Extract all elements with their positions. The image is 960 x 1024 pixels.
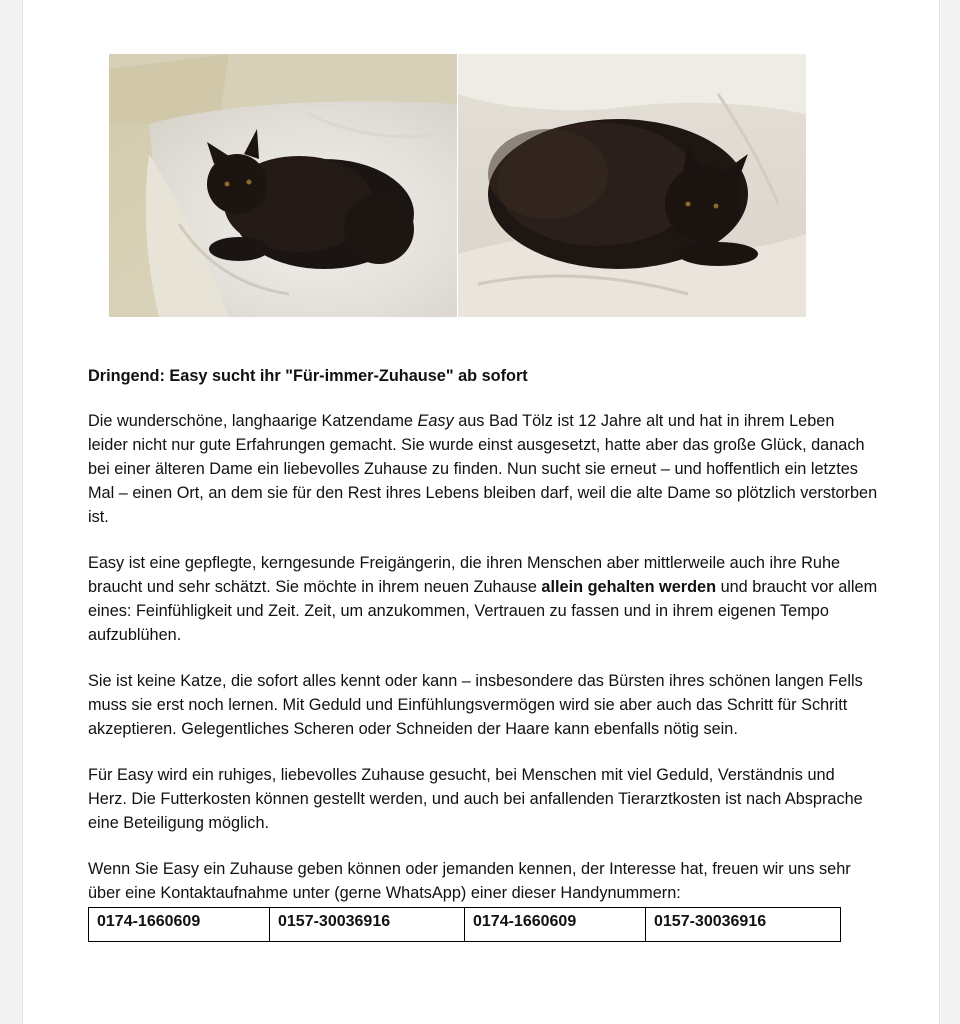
phone-row <box>89 908 841 942</box>
phone-table <box>88 907 841 942</box>
highlight-alone: allein gehalten werden <box>541 578 717 596</box>
cat-photo-left <box>109 54 457 317</box>
paragraph-home: Für Easy wird ein ruhiges, liebevolles Zuhause gesucht, bei Menschen mit viel Geduld, Verständnis und Herz. Die Futterkosten können gestellt werden, und auch bei anfallenden Tierarztkosten ist nach Absprache eine Beteiligung möglich. <box>88 766 863 832</box>
character-text-a: Easy ist eine gepflegte, kerngesunde Freigängerin, die ihren Menschen aber mittlerweile auch ihre Ruhe braucht und sehr schätzt. Sie möchte in ihrem neuen Zuhause <box>88 554 841 596</box>
intro-text-b: aus Bad Tölz ist 12 Jahre alt und hat in ihrem Leben leider nicht nur gute Erfahrungen gemacht. Sie wurde einst ausgesetzt, hatte aber das große Glück, danach bei einer älteren Dame ein liebevolles Zuhause zu finden. Nun sucht sie erneut – und hoffentlich ein letztes Mal – einen Ort, an dem sie für den Rest ihres Lebens bleiben darf, weil die alte Dame so plötzlich verstorben ist. <box>88 412 878 526</box>
paragraph-intro <box>88 409 878 529</box>
cat-name: Easy <box>417 412 454 430</box>
phone-number[interactable]: 0174-1660609 <box>89 908 270 942</box>
page-title: Dringend: Easy sucht ihr "Für-immer-Zuhause" ab sofort <box>88 367 528 385</box>
paragraph-character <box>88 551 878 647</box>
cat-photo-right <box>458 54 806 317</box>
intro-text-a: Die wunderschöne, langhaarige Katzendame <box>88 412 418 430</box>
paragraph-grooming: Sie ist keine Katze, die sofort alles kennt oder kann – insbesondere das Bürsten ihres schönen langen Fells muss sie erst noch lernen. Mit Geduld und Einfühlungsvermögen wird sie aber auch das Schritt für Schritt akzeptieren. Gelegentliches Scheren oder Schneiden der Haare kann ebenfalls nötig sein. <box>88 672 863 738</box>
phone-number[interactable]: 0157-30036916 <box>646 908 841 942</box>
phone-number[interactable]: 0174-1660609 <box>465 908 646 942</box>
paragraph-contact: Wenn Sie Easy ein Zuhause geben können oder jemanden kennen, der Interesse hat, freuen wir uns sehr über eine Kontaktaufnahme unter (gerne WhatsApp) einer dieser Handynummern: <box>88 860 851 902</box>
phone-number[interactable]: 0157-30036916 <box>270 908 465 942</box>
character-text-b: und braucht vor allem eines: Feinfühligkeit und Zeit. Zeit, um anzukommen, Vertrauen zu fassen und in ihrem eigenen Tempo aufzublühen. <box>88 578 878 644</box>
content <box>88 364 878 942</box>
photo-row <box>109 54 807 317</box>
document-page <box>22 0 940 1024</box>
